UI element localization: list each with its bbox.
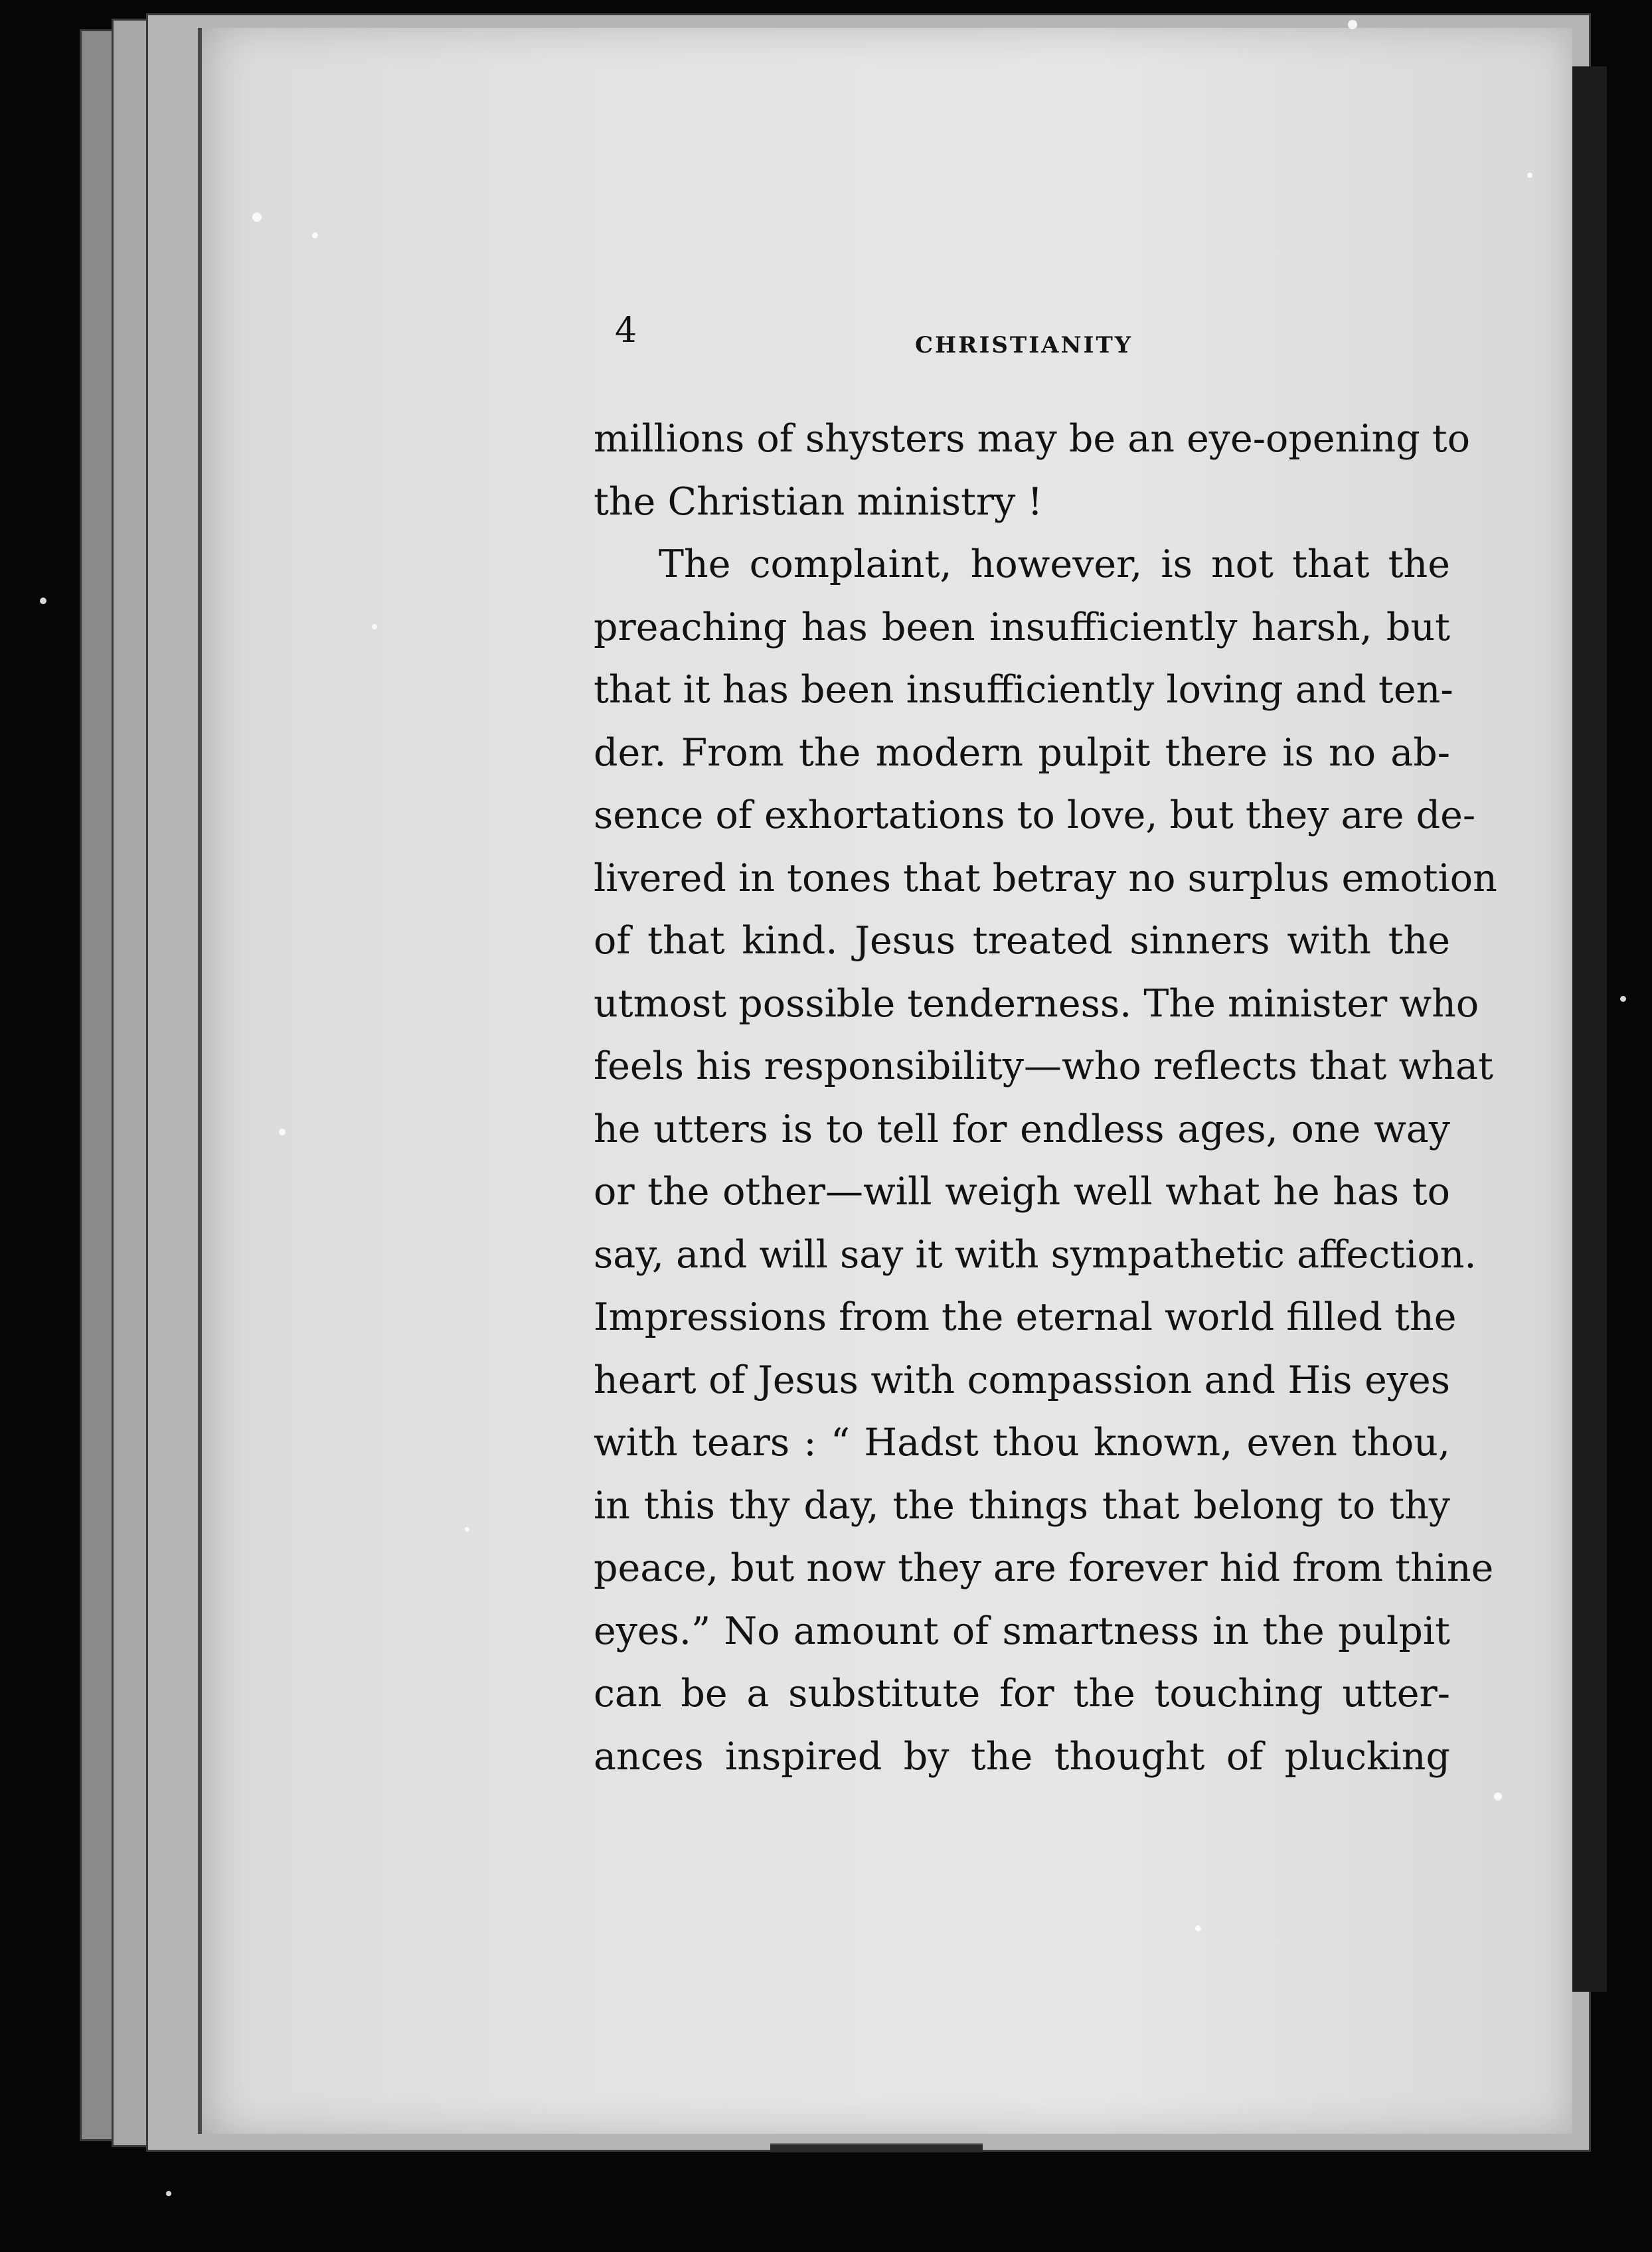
- dust-speck: [252, 212, 262, 222]
- text-line: sence of exhortations to love, but they are de-: [594, 793, 1476, 837]
- text-line: that it has been insufficiently loving and ten-: [594, 668, 1453, 712]
- dust-speck: [1195, 1925, 1201, 1931]
- text-line: with tears : “ Hadst thou known, even thou,: [594, 1421, 1450, 1465]
- dust-speck: [465, 1527, 469, 1532]
- text-line: livered in tones that betray no surplus emotion: [594, 856, 1497, 900]
- dust-speck: [1494, 1793, 1502, 1801]
- body-text: [594, 408, 1497, 1788]
- text-line: peace, but now they are forever hid from thine: [594, 1546, 1494, 1590]
- text-line: The complaint, however, is not that the: [659, 542, 1450, 586]
- text-line: heart of Jesus with compassion and His eyes: [594, 1358, 1450, 1402]
- text-line: preaching has been insufficiently harsh, but: [594, 605, 1450, 649]
- text-line: Impressions from the eternal world filled the: [594, 1295, 1457, 1339]
- text-line: he utters is to tell for endless ages, one way: [594, 1107, 1450, 1151]
- text-line: ances inspired by the thought of plucking: [594, 1734, 1450, 1779]
- dust-speck: [40, 598, 46, 604]
- text-line: say, and will say it with sympathetic affection.: [594, 1232, 1477, 1277]
- text-line: in this thy day, the things that belong to thy: [594, 1483, 1450, 1528]
- dust-speck: [1527, 173, 1532, 178]
- dust-speck: [279, 1129, 286, 1135]
- dust-speck: [1348, 20, 1357, 29]
- running-title: CHRISTIANITY: [915, 332, 1133, 359]
- text-line: the Christian ministry !: [594, 479, 1043, 524]
- binding-shadow: [1568, 66, 1607, 1992]
- text-line: eyes.” No amount of smartness in the pulpit: [594, 1609, 1450, 1653]
- text-line: millions of shysters may be an eye-opening to: [594, 417, 1471, 461]
- text-line: der. From the modern pulpit there is no ab-: [594, 730, 1450, 775]
- binding-edge: [770, 2143, 983, 2152]
- dust-speck: [372, 624, 377, 629]
- text-line: of that kind. Jesus treated sinners with the: [594, 919, 1450, 963]
- page-number: 4: [615, 311, 637, 351]
- text-line: feels his responsibility—who reflects that what: [594, 1044, 1493, 1088]
- dust-speck: [166, 2191, 171, 2196]
- text-line: utmost possible tenderness. The minister who: [594, 981, 1479, 1026]
- dust-speck: [312, 232, 318, 238]
- dust-speck: [1620, 996, 1626, 1002]
- text-line: can be a substitute for the touching utter-: [594, 1672, 1450, 1716]
- text-line: or the other—will weigh well what he has to: [594, 1170, 1450, 1214]
